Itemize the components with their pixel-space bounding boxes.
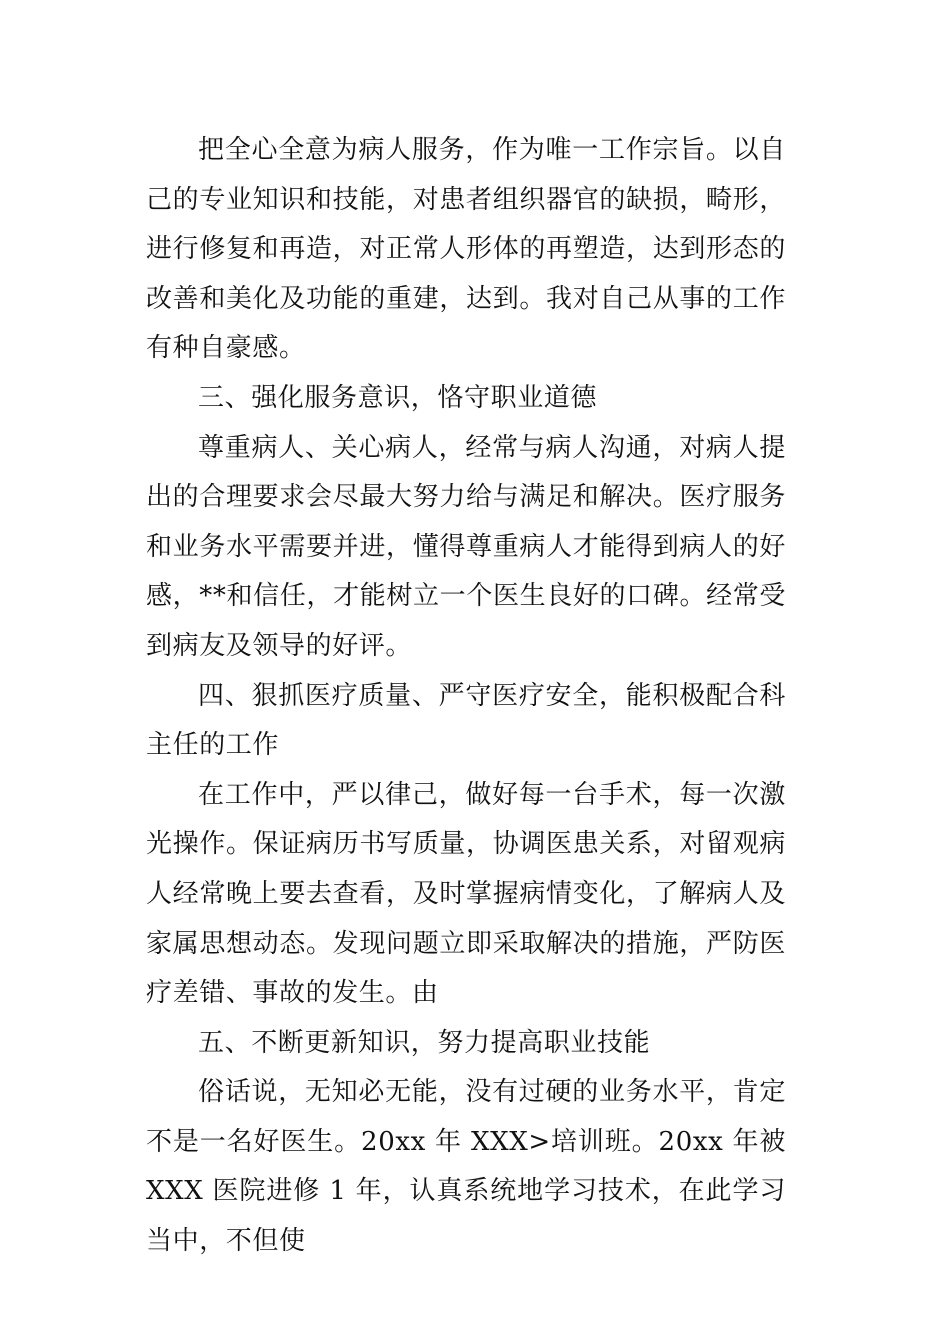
paragraph-work-discipline: 在工作中，严以律己，做好每一台手术，每一次激光操作。保证病历书写质量，协调医患关系，对留观病人经常晚上要去查看，及时掌握病情变化，了解病人及家属思想动态。发现问题立即采取解决的措施，严防医疗差错、事故的发生。由 <box>146 779 786 1009</box>
paragraph-patient-service: 把全心全意为病人服务，作为唯一工作宗旨。以自己的专业知识和技能，对患者组织器官的缺损，畸形，进行修复和再造，对正常人形体的再塑造，达到形态的改善和美化及功能的重建，达到。我对自己从事的工作有种自豪感。 <box>146 135 786 364</box>
section-heading-3: 三、强化服务意识，恪守职业道德 <box>198 382 598 413</box>
section-heading-4: 四、狠抓医疗质量、严守医疗安全，能积极配合科主任的工作 <box>146 680 786 761</box>
section-heading-5: 五、不断更新知识，努力提高职业技能 <box>198 1027 651 1058</box>
paragraph-update-knowledge: 俗话说，无知必无能，没有过硬的业务水平，肯定不是一名好医生。20xx 年 XXX>培训班。20xx 年被 XXX 医院进修 1 年，认真系统地学习技术，在此学习当中，不但使 <box>146 1077 786 1257</box>
paragraph-respect-patients: 尊重病人、关心病人，经常与病人沟通，对病人提出的合理要求会尽最大努力给与满足和解决。医疗服务和业务水平需要并进，懂得尊重病人才能得到病人的好感，**和信任，才能树立一个医生良好的口碑。经常受到病友及领导的好评。 <box>146 432 786 661</box>
document-body <box>146 126 786 1267</box>
